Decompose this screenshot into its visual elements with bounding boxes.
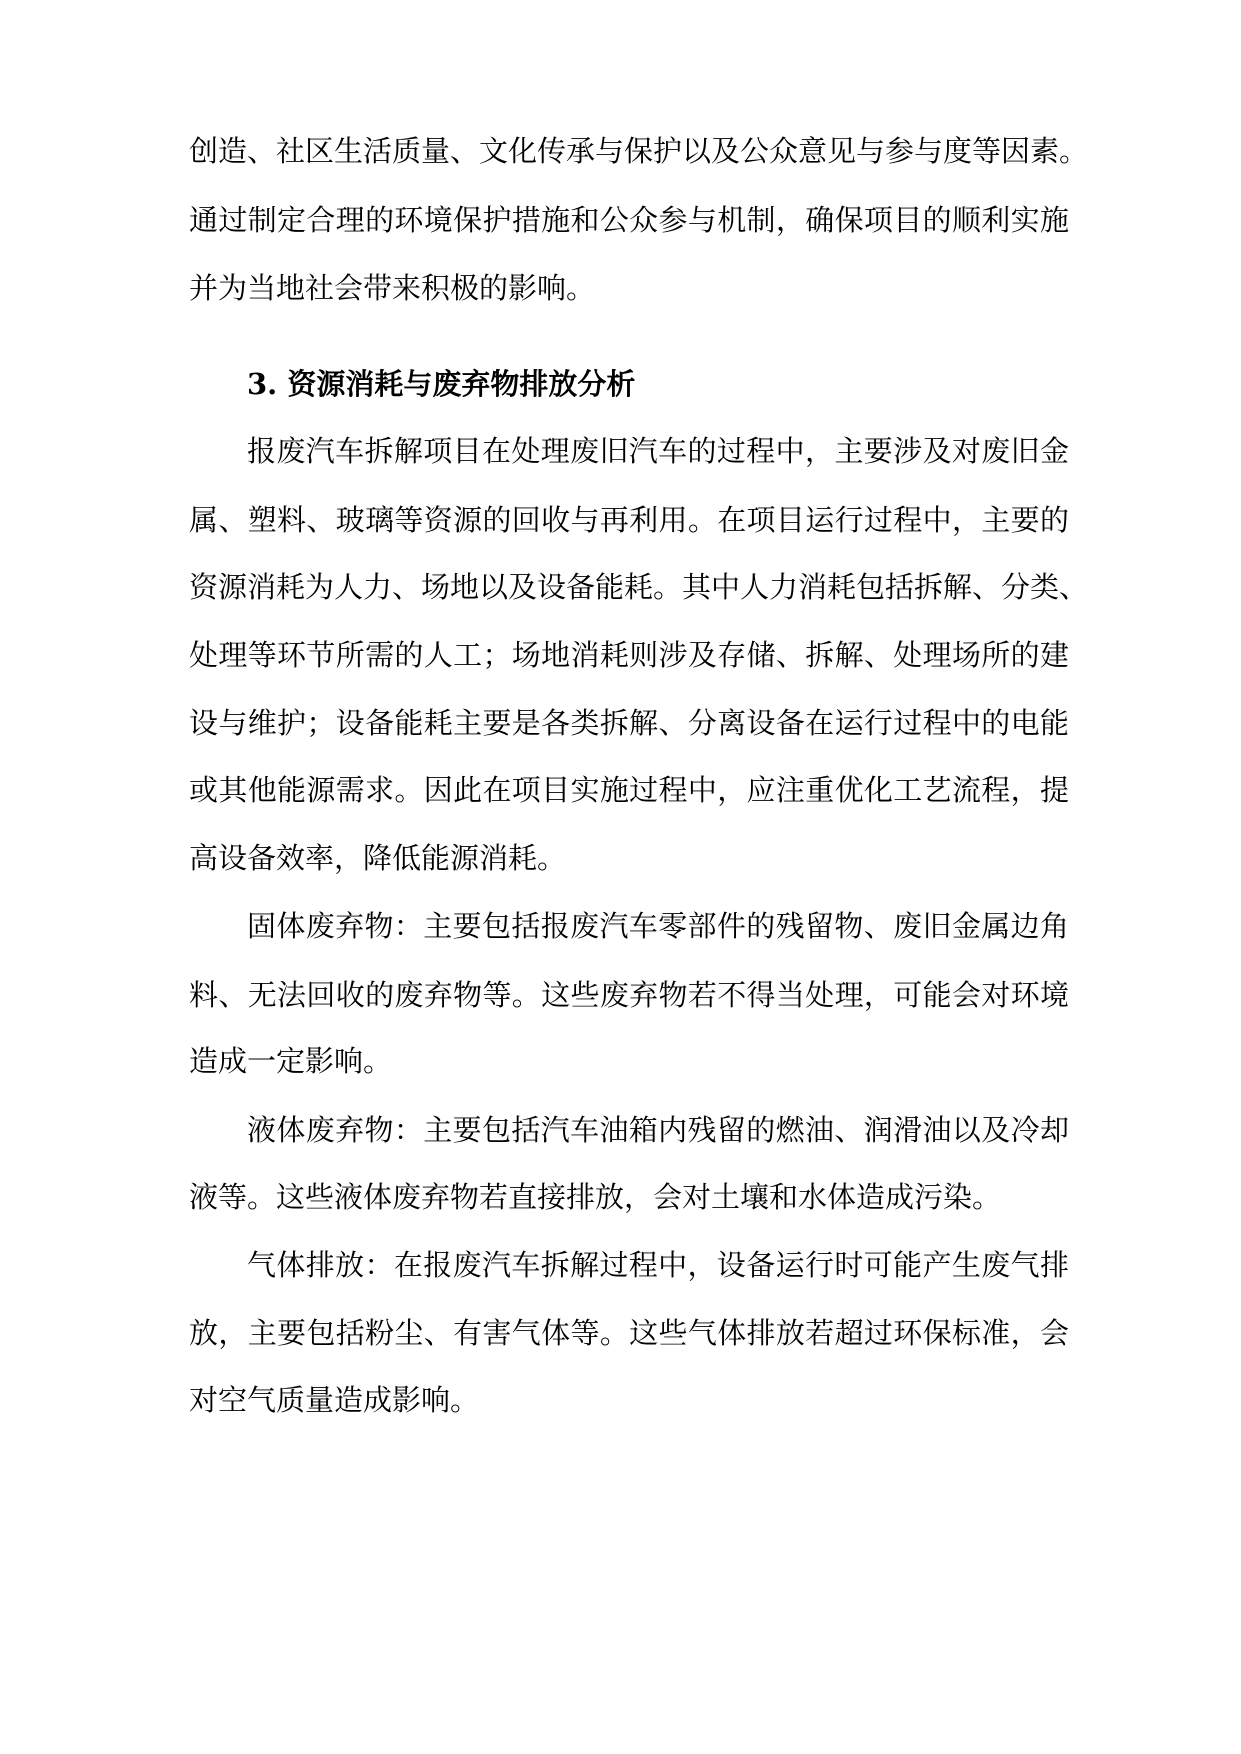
paragraph-line: 资源消耗为人力、场地以及设备能耗。其中人力消耗包括拆解、分类、	[189, 570, 1089, 604]
paragraph-line: 气体排放：在报废汽车拆解过程中，设备运行时可能产生废气排	[247, 1248, 1069, 1282]
paragraph-line: 属、塑料、玻璃等资源的回收与再利用。在项目运行过程中，主要的	[189, 503, 1069, 537]
paragraph-line: 设与维护；设备能耗主要是各类拆解、分离设备在运行过程中的电能	[189, 706, 1069, 740]
paragraph-line: 并为当地社会带来积极的影响。	[189, 271, 596, 305]
paragraph-line: 或其他能源需求。因此在项目实施过程中，应注重优化工艺流程，提	[189, 773, 1069, 807]
paragraph-line: 报废汽车拆解项目在处理废旧汽车的过程中，主要涉及对废旧金	[247, 434, 1069, 468]
paragraph-line: 创造、社区生活质量、文化传承与保护以及公众意见与参与度等因素。	[189, 134, 1089, 168]
paragraph-line: 处理等环节所需的人工；场地消耗则涉及存储、拆解、处理场所的建	[189, 638, 1069, 672]
section-heading: 3. 资源消耗与废弃物排放分析	[247, 367, 636, 401]
paragraph-line: 造成一定影响。	[189, 1044, 393, 1078]
paragraph-line: 通过制定合理的环境保护措施和公众参与机制，确保项目的顺利实施	[189, 203, 1069, 237]
paragraph-line: 料、无法回收的废弃物等。这些废弃物若不得当处理，可能会对环境	[189, 978, 1069, 1012]
paragraph-line: 高设备效率，降低能源消耗。	[189, 841, 567, 875]
paragraph-line: 对空气质量造成影响。	[189, 1383, 480, 1417]
paragraph-line: 固体废弃物：主要包括报废汽车零部件的残留物、废旧金属边角	[247, 909, 1069, 943]
paragraph-line: 放，主要包括粉尘、有害气体等。这些气体排放若超过环保标准，会	[189, 1316, 1069, 1350]
paragraph-line: 液体废弃物：主要包括汽车油箱内残留的燃油、润滑油以及冷却	[247, 1113, 1069, 1147]
paragraph-line: 液等。这些液体废弃物若直接排放，会对土壤和水体造成污染。	[189, 1180, 1002, 1214]
